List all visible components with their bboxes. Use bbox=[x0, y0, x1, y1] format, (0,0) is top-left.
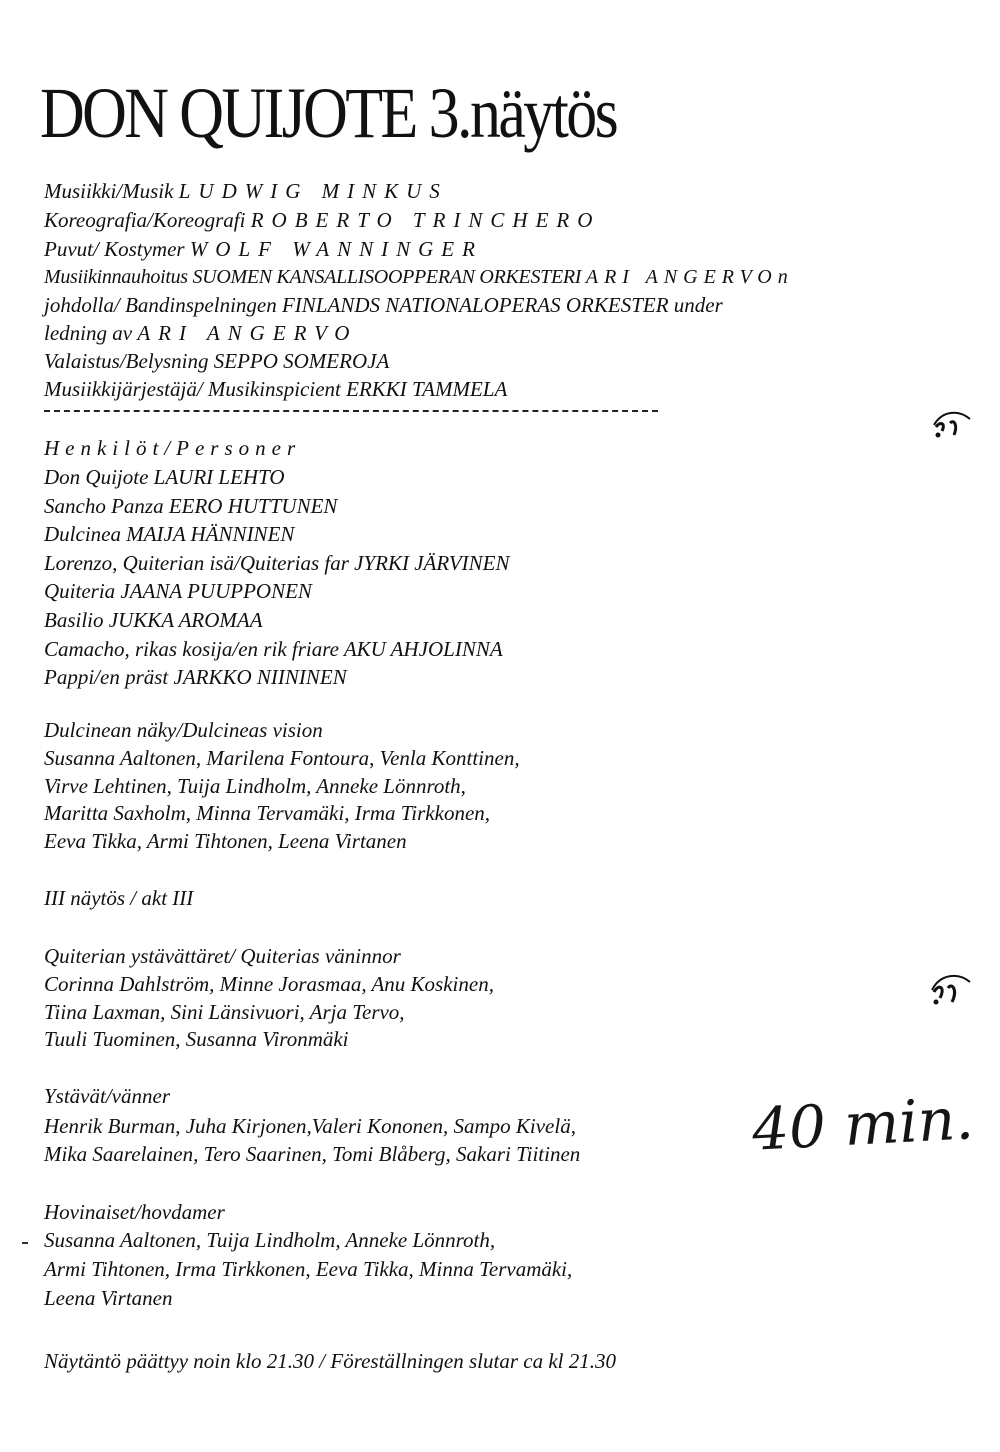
vision-heading: Dulcinean näky/Dulcineas vision bbox=[44, 718, 323, 742]
end-note: Näytäntö päättyy noin klo 21.30 / Föreställningen slutar ca kl 21.30 bbox=[44, 1349, 616, 1373]
handwritten-note: 40 min. bbox=[750, 1084, 976, 1164]
credit-label: Puvut/ Kostymer bbox=[44, 237, 185, 261]
cast-line: Lorenzo, Quiterian isä/Quiterias far JYRKI JÄRVINEN bbox=[44, 550, 510, 575]
credit-name: ROBERTO TRINCHERO bbox=[250, 208, 601, 232]
cast-line: Basilio JUKKA AROMAA bbox=[44, 608, 263, 632]
friends-m-heading: Ystävät/vänner bbox=[44, 1084, 170, 1108]
credit-label: Koreografia/Koreografi bbox=[44, 208, 246, 232]
credit-name: WOLF WANNINGER bbox=[189, 237, 483, 261]
pen-mark-icon bbox=[928, 405, 974, 449]
vision-line: Maritta Saxholm, Minna Tervamäki, Irma Tirkkonen, bbox=[44, 801, 491, 825]
pen-mark-icon bbox=[926, 968, 974, 1014]
cast-line: Sancho Panza EERO HUTTUNEN bbox=[44, 493, 338, 518]
credit-name: ARI ANGERVO bbox=[137, 321, 358, 345]
credit-music bbox=[44, 178, 448, 204]
stray-mark bbox=[22, 1242, 28, 1244]
credit-recording bbox=[44, 264, 787, 290]
vision-line: Eeva Tikka, Armi Tihtonen, Leena Virtanen bbox=[44, 828, 407, 853]
friends-m-line: Mika Saarelainen, Tero Saarinen, Tomi Blåberg, Sakari Tiitinen bbox=[44, 1141, 581, 1166]
credit-costumes bbox=[44, 236, 483, 262]
ladies-line: Leena Virtanen bbox=[44, 1286, 173, 1310]
ladies-line: Armi Tihtonen, Irma Tirkkonen, Eeva Tikka, Minna Tervamäki, bbox=[44, 1257, 573, 1281]
cast-line: Quiteria JAANA PUUPPONEN bbox=[44, 579, 312, 604]
credit-choreography bbox=[44, 207, 600, 233]
credit-text-tail: n bbox=[777, 266, 788, 288]
cast-line: Camacho, rikas kosija/en rik friare AKU AHJOLINNA bbox=[44, 636, 503, 661]
friends-f-line: Tiina Laxman, Sini Länsivuori, Arja Tervo, bbox=[44, 999, 405, 1024]
credit-label: Musiikki/Musik bbox=[44, 179, 174, 203]
friends-f-line: Corinna Dahlström, Minne Jorasmaa, Anu Koskinen, bbox=[44, 972, 494, 996]
dashed-divider bbox=[44, 410, 658, 412]
cast-heading: Henkilöt/Personer bbox=[44, 436, 302, 460]
cast-line: Dulcinea MAIJA HÄNNINEN bbox=[44, 522, 295, 547]
credit-lighting: Valaistus/Belysning SEPPO SOMEROJA bbox=[44, 349, 390, 373]
friends-f-heading: Quiterian ystävättäret/ Quiterias väninnor bbox=[44, 944, 401, 968]
credit-recording-3 bbox=[44, 320, 357, 346]
credit-name: ARI ANGERVO bbox=[585, 266, 778, 288]
cast-line: Don Quijote LAURI LEHTO bbox=[44, 465, 285, 489]
credit-recording-2: johdolla/ Bandinspelningen FINLANDS NATIONALOPERAS ORKESTER under bbox=[44, 293, 723, 317]
act-label: III näytös / akt III bbox=[44, 886, 194, 910]
friends-m-line: Henrik Burman, Juha Kirjonen,Valeri Kononen, Sampo Kivelä, bbox=[44, 1114, 576, 1138]
cast-line: Pappi/en präst JARKKO NIININEN bbox=[44, 665, 347, 690]
credit-text: Musiikinnauhoitus SUOMEN KANSALLISOOPPERAN ORKESTERI bbox=[44, 266, 582, 288]
friends-f-line: Tuuli Tuominen, Susanna Vironmäki bbox=[44, 1027, 349, 1051]
credit-music-inspicient: Musiikkijärjestäjä/ Musikinspicient ERKKI TAMMELA bbox=[44, 377, 508, 401]
vision-line: Virve Lehtinen, Tuija Lindholm, Anneke Lönnroth, bbox=[44, 773, 466, 798]
ladies-line: Susanna Aaltonen, Tuija Lindholm, Anneke Lönnroth, bbox=[44, 1228, 496, 1252]
credit-text: ledning av bbox=[44, 321, 133, 345]
vision-line: Susanna Aaltonen, Marilena Fontoura, Venla Konttinen, bbox=[44, 746, 520, 770]
credit-name: LUDWIG MINKUS bbox=[178, 179, 448, 203]
ladies-heading: Hovinaiset/hovdamer bbox=[44, 1200, 225, 1224]
page-title: DON QUIJOTE 3.näytös bbox=[40, 73, 617, 153]
